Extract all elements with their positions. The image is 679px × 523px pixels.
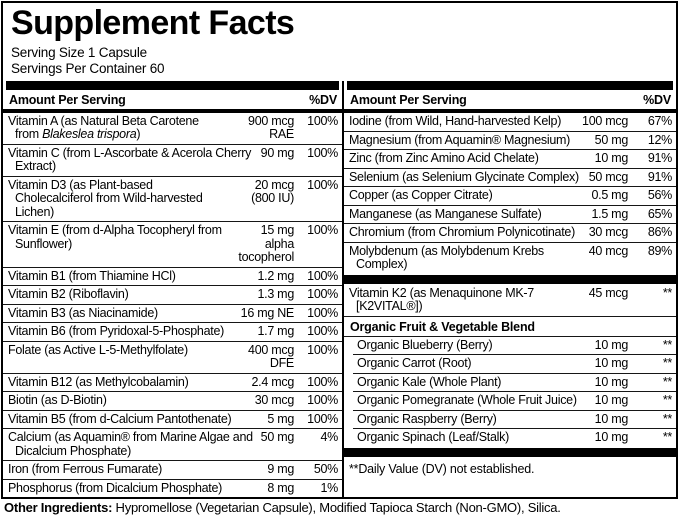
- thick-rule: [344, 448, 676, 457]
- nutrient-name: Organic Blueberry (Berry): [357, 337, 493, 352]
- nutrient-dv: 100%: [307, 145, 338, 160]
- servings-per-container: Servings Per Container 60: [11, 60, 165, 76]
- table-row: [353, 337, 676, 355]
- nutrient-dv: 91%: [647, 151, 672, 166]
- nutrient-dv: 100%: [307, 393, 338, 407]
- nutrient-dv: 100%: [307, 177, 338, 192]
- nutrient-amount: 20 mcg (800 IU): [251, 177, 294, 205]
- table-row: [3, 479, 342, 498]
- nutrient-amount: 5 mg: [267, 411, 294, 426]
- table-row: [3, 322, 342, 341]
- nutrient-name: Vitamin B1 (from Thiamine HCl): [8, 268, 176, 283]
- table-row: [344, 285, 676, 316]
- nutrient-name: Selenium (as Selenium Glycinate Complex): [349, 169, 579, 184]
- table-row: [3, 304, 342, 323]
- table-row: [3, 144, 342, 176]
- facts-column-right: [344, 81, 676, 497]
- nutrient-dv: 91%: [647, 169, 672, 184]
- table-row: [344, 131, 676, 150]
- nutrient-amount: 900 mcg RAE: [248, 113, 294, 141]
- nutrient-amount: 1.3 mg: [257, 287, 294, 301]
- facts-column-left: [3, 81, 344, 497]
- nutrient-amount: 1.7 mg: [257, 324, 294, 338]
- nutrient-dv: **: [662, 356, 672, 371]
- table-row: [344, 149, 676, 168]
- nutrient-amount: 50 mg: [260, 430, 294, 444]
- table-row: [3, 410, 342, 429]
- nutrient-name: Vitamin B6 (from Pyridoxal-5-Phosphate): [8, 324, 225, 338]
- nutrient-amount: 400 mcg DFE: [248, 342, 294, 370]
- nutrient-amount: 10 mg: [594, 356, 628, 371]
- table-row: [3, 460, 342, 479]
- thick-rule: [344, 275, 676, 284]
- nutrient-dv: 100%: [307, 305, 338, 320]
- nutrient-dv: **: [662, 374, 672, 389]
- table-row: [3, 267, 342, 286]
- nutrient-dv: 100%: [307, 287, 338, 301]
- nutrient-amount: 50 mcg: [588, 169, 628, 184]
- table-row: [3, 428, 342, 460]
- nutrient-dv: 12%: [647, 132, 672, 147]
- table-row: [344, 168, 676, 187]
- table-row: [344, 186, 676, 205]
- other-ingredients-label: Other Ingredients:: [4, 500, 113, 515]
- nutrient-dv: 100%: [307, 411, 338, 426]
- nutrient-name: Phosphorus (from Dicalcium Phosphate): [8, 480, 223, 495]
- blend-rows: [344, 337, 676, 447]
- nutrient-amount: 40 mcg: [588, 243, 628, 258]
- nutrient-dv: **: [662, 393, 672, 408]
- nutrient-amount: 30 mcg: [254, 393, 294, 407]
- nutrient-name: Iron (from Ferrous Fumarate): [8, 462, 163, 476]
- nutrient-dv: 56%: [647, 188, 672, 203]
- title-block: [3, 3, 676, 81]
- nutrient-dv: 86%: [647, 225, 672, 240]
- nutrient-amount: 10 mg: [594, 374, 628, 389]
- nutrient-dv: 100%: [307, 342, 338, 357]
- nutrient-amount: 10 mg: [594, 430, 628, 445]
- table-row: [353, 391, 676, 410]
- blend-header: Organic Fruit & Vegetable Blend: [344, 316, 676, 337]
- table-row: [3, 373, 342, 392]
- nutrient-name: Vitamin B3 (as Niacinamide): [8, 305, 158, 320]
- other-ingredients-text: Hypromellose (Vegetarian Capsule), Modified Tapioca Starch (Non-GMO), Silica.: [112, 500, 561, 515]
- nutrient-amount: 1.5 mg: [591, 206, 628, 221]
- column-header: [3, 90, 342, 109]
- serving-info: [11, 45, 668, 77]
- nutrient-dv: 1%: [320, 480, 338, 495]
- dv-header: %DV: [309, 92, 337, 107]
- nutrient-name: Folate (as Active L-5-Methylfolate): [8, 342, 188, 357]
- nutrient-amount: 10 mg: [594, 411, 628, 426]
- nutrient-name: Vitamin B5 (from d-Calcium Pantothenate): [8, 411, 232, 426]
- amount-per-serving-header: Amount Per Serving: [9, 92, 126, 107]
- nutrient-name: Organic Carrot (Root): [357, 356, 472, 371]
- nutrient-amount: 50 mg: [594, 132, 628, 147]
- table-row: [344, 113, 676, 131]
- nutrient-name: Vitamin C (from L-Ascorbate & Acerola Cherry Extract): [8, 145, 252, 173]
- nutrient-amount: 1.2 mg: [257, 268, 294, 283]
- nutrient-amount: 9 mg: [267, 462, 294, 476]
- table-row: [344, 205, 676, 224]
- table-row: [353, 354, 676, 373]
- nutrient-name: Organic Spinach (Leaf/Stalk): [357, 430, 509, 445]
- table-row: [3, 391, 342, 410]
- nutrient-dv: 4%: [320, 430, 338, 444]
- nutrient-name: Organic Raspberry (Berry): [357, 411, 497, 426]
- amount-per-serving-header: Amount Per Serving: [350, 93, 467, 108]
- nutrient-amount: 10 mg: [594, 393, 628, 408]
- table-row: [3, 113, 342, 144]
- supplement-facts-title: Supplement Facts: [11, 4, 295, 42]
- nutrient-dv: **: [662, 411, 672, 426]
- nutrient-name: Magnesium (from Aquamin® Magnesium): [349, 132, 571, 147]
- table-row: [353, 428, 676, 447]
- nutrient-name: Organic Kale (Whole Plant): [357, 374, 502, 389]
- vitamin-k2-section: [344, 285, 676, 316]
- dv-footnote: **Daily Value (DV) not established.: [349, 461, 535, 476]
- nutrient-dv: **: [662, 337, 672, 352]
- nutrient-amount: 16 mg NE: [240, 305, 294, 320]
- nutrient-name: Vitamin K2 (as Menaquinone MK-7 [K2VITAL®]): [349, 285, 534, 314]
- table-row: [353, 373, 676, 392]
- nutrient-amount: 15 mg alpha tocopherol: [238, 223, 294, 264]
- table-row: [3, 221, 342, 267]
- nutrient-dv: 67%: [647, 114, 672, 129]
- nutrient-dv: 65%: [647, 206, 672, 221]
- table-row: [344, 223, 676, 242]
- nutrient-rows: [344, 113, 676, 274]
- nutrient-dv: **: [662, 285, 672, 300]
- nutrient-amount: 2.4 mcg: [251, 374, 294, 389]
- nutrient-amount: 30 mcg: [588, 225, 628, 240]
- nutrient-amount: 10 mg: [594, 337, 628, 352]
- thick-rule: [347, 81, 673, 90]
- nutrient-dv: 50%: [313, 462, 338, 476]
- table-row: [344, 242, 676, 274]
- nutrient-dv: 100%: [307, 113, 338, 128]
- nutrient-amount: 100 mcg: [582, 114, 628, 129]
- nutrient-dv: **: [662, 430, 672, 445]
- table-row: [353, 410, 676, 429]
- nutrient-name: Vitamin B12 (as Methylcobalamin): [8, 374, 189, 389]
- nutrient-name: Organic Pomegranate (Whole Fruit Juice): [357, 393, 577, 408]
- table-row: [3, 285, 342, 304]
- nutrient-name: Vitamin D3 (as Plant-based Cholecalciferol from Wild-harvested Lichen): [8, 177, 203, 219]
- supplement-facts-panel: [1, 1, 678, 499]
- nutrient-amount: 90 mg: [260, 145, 294, 160]
- nutrient-name: Calcium (as Aquamin® from Marine Algae and Dicalcium Phosphate): [8, 430, 253, 458]
- nutrient-amount: 10 mg: [594, 151, 628, 166]
- nutrient-rows: [3, 113, 342, 498]
- nutrient-dv: 89%: [647, 243, 672, 258]
- nutrient-name: Iodine (from Wild, Hand-harvested Kelp): [349, 114, 562, 129]
- nutrient-name: Vitamin B2 (Riboflavin): [8, 287, 129, 301]
- table-row: [3, 341, 342, 373]
- nutrient-dv: 100%: [307, 223, 338, 237]
- nutrient-amount: 8 mg: [267, 480, 294, 495]
- nutrient-name: Zinc (from Zinc Amino Acid Chelate): [349, 151, 539, 166]
- nutrient-name: Vitamin E (from d-Alpha Tocopheryl from Sunflower): [8, 223, 222, 251]
- nutrient-name: Chromium (from Chromium Polynicotinate): [349, 225, 575, 240]
- thick-rule: [6, 81, 339, 90]
- serving-size: Serving Size 1 Capsule: [11, 44, 147, 60]
- nutrient-name: Biotin (as D-Biotin): [8, 393, 107, 407]
- nutrient-amount: 45 mcg: [588, 285, 628, 300]
- other-ingredients: [4, 501, 676, 516]
- nutrient-name: Copper (as Copper Citrate): [349, 188, 493, 203]
- nutrient-dv: 100%: [307, 268, 338, 283]
- dv-header: %DV: [643, 93, 671, 108]
- nutrient-dv: 100%: [307, 374, 338, 389]
- facts-columns: [3, 81, 676, 497]
- nutrient-name: Vitamin A (as Natural Beta Carotene from Blakeslea trispora): [8, 113, 199, 141]
- nutrient-dv: 100%: [307, 324, 338, 338]
- column-header: [344, 90, 676, 109]
- nutrient-name: Manganese (as Manganese Sulfate): [349, 206, 542, 221]
- nutrient-name: Molybdenum (as Molybdenum Krebs Complex): [349, 243, 544, 272]
- nutrient-amount: 0.5 mg: [591, 188, 628, 203]
- table-row: [3, 176, 342, 222]
